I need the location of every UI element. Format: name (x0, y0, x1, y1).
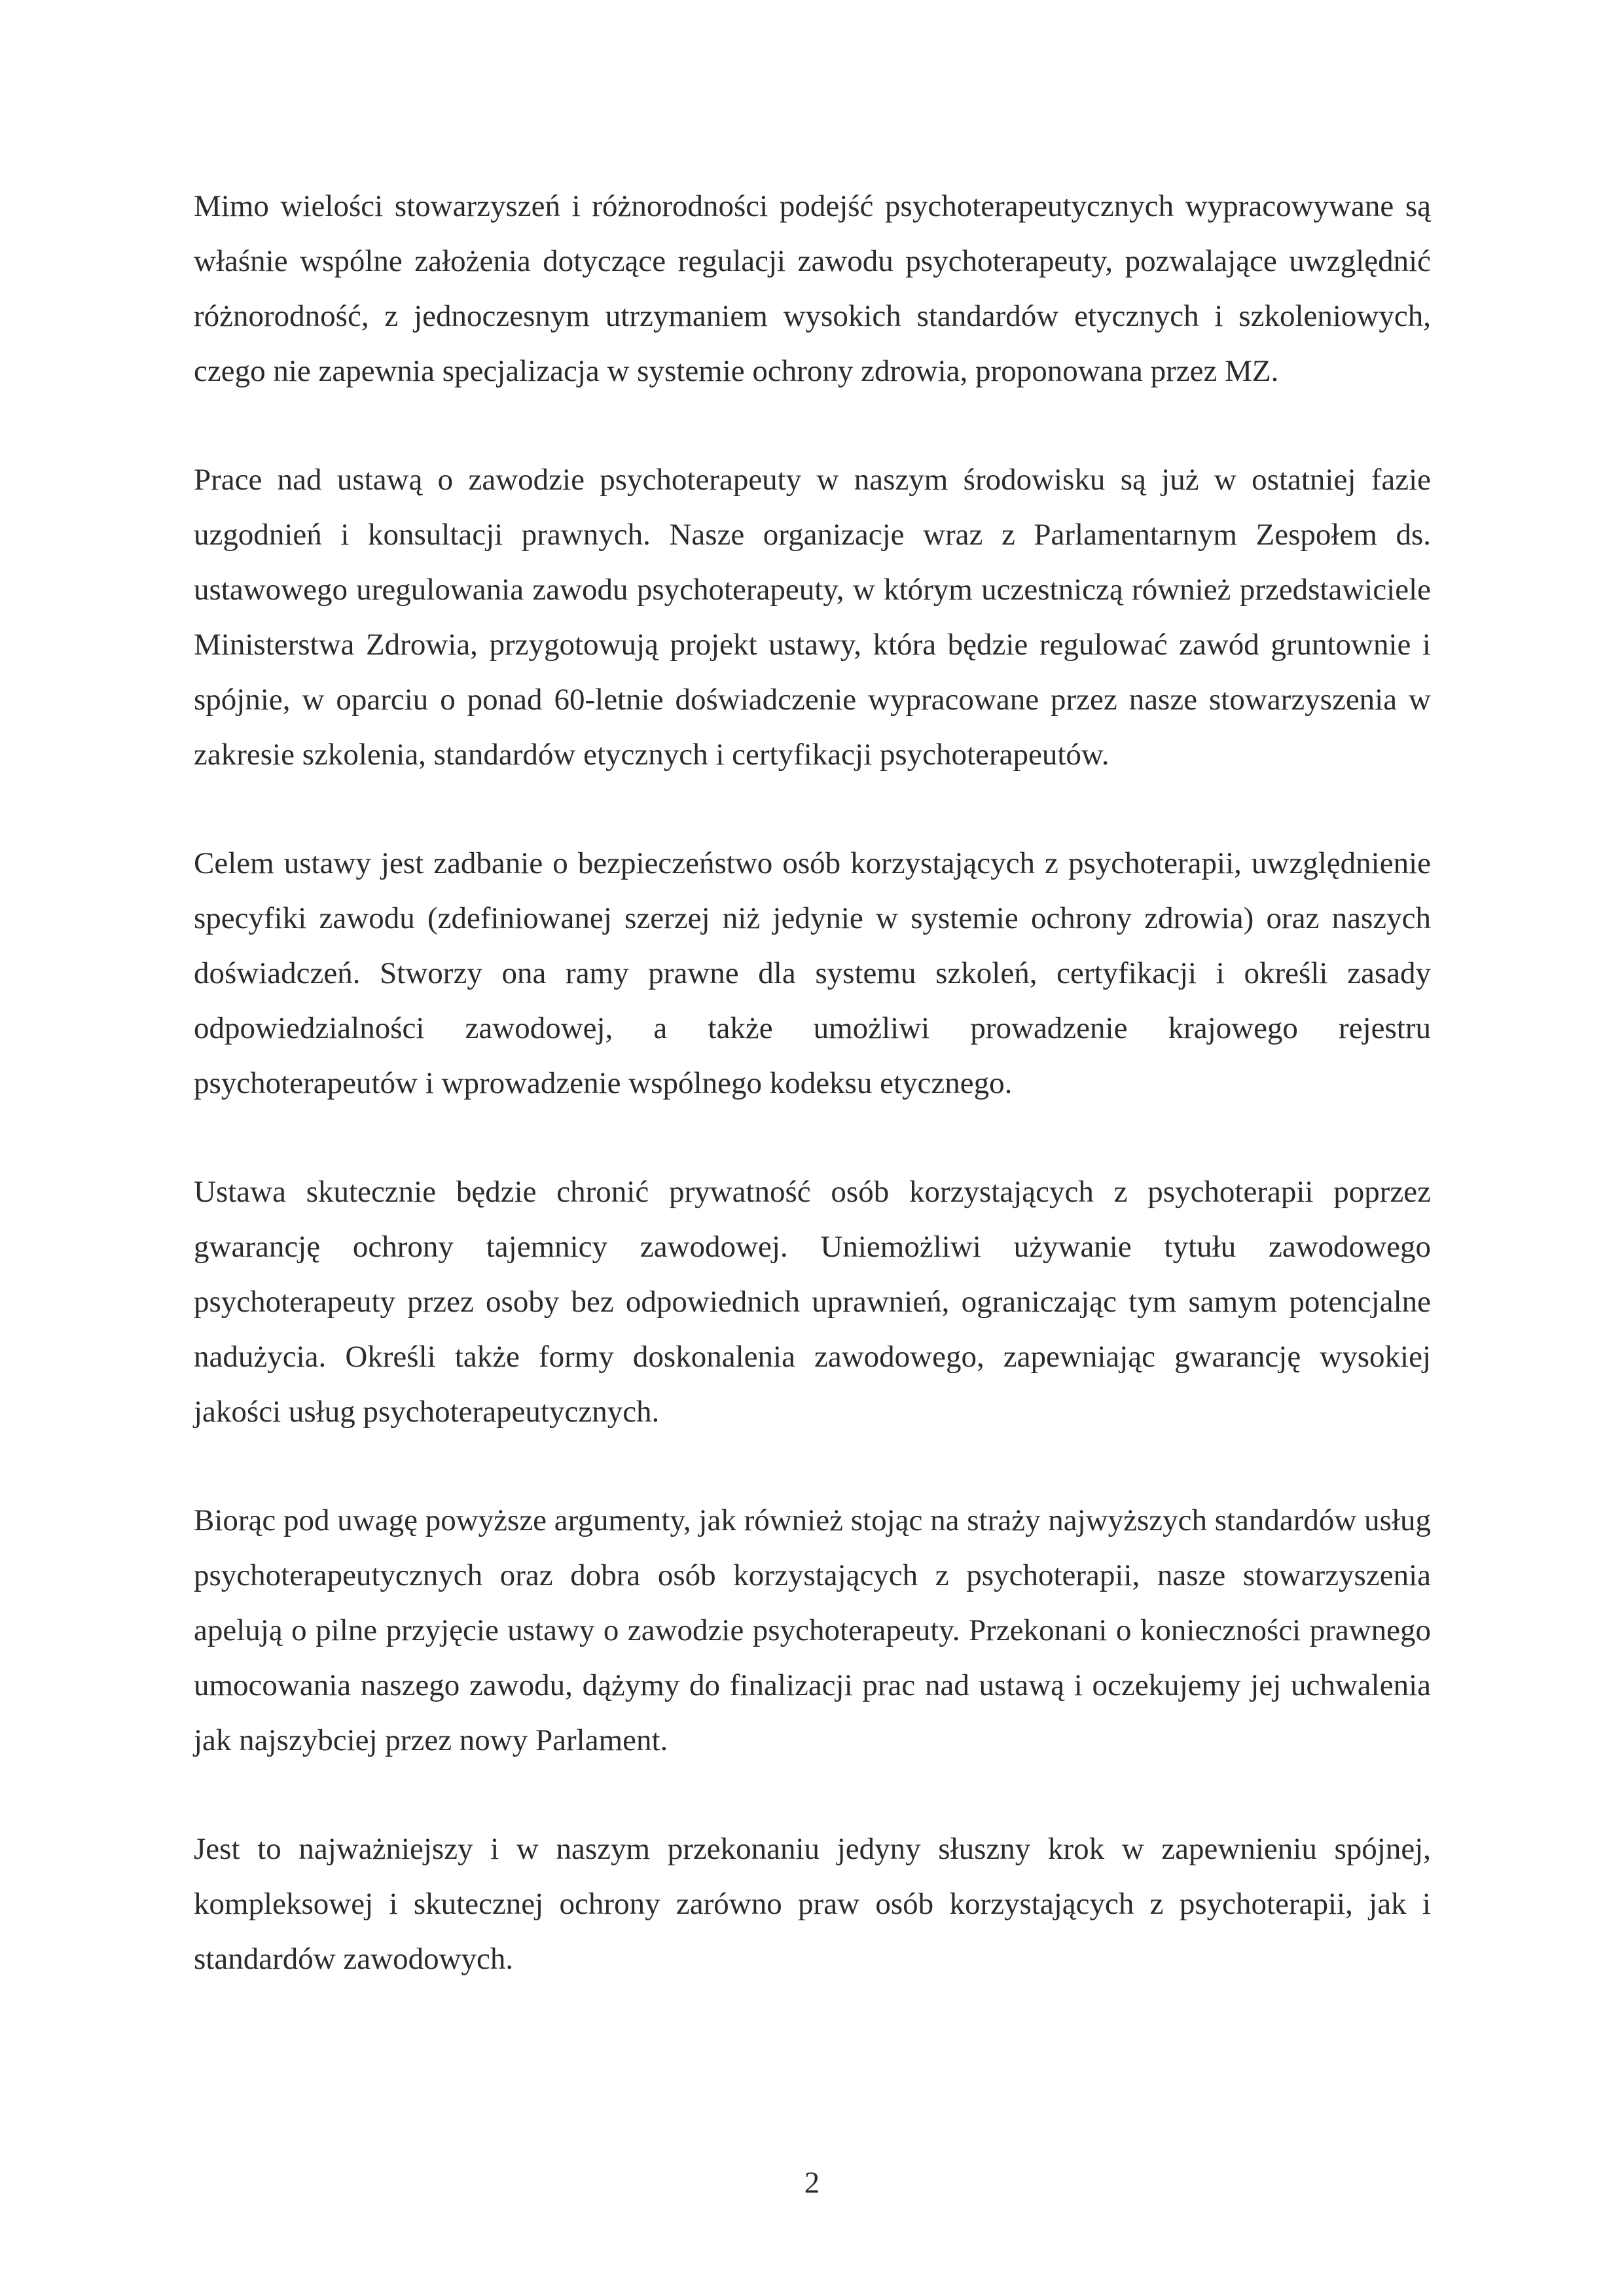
paragraph-5: Biorąc pod uwagę powyższe argumenty, jak również stojąc na straży najwyższych standardów usług psychoterapeutycznych oraz dobra osób korzystających z psychoterapii, nasze stowarzyszenia apelują o pilne przyjęcie ustawy o zawodzie psychoterapeuty. Przekonani o konieczności prawnego umocowania naszego zawodu, dążymy do finalizacji prac nad ustawą i oczekujemy jej uchwalenia jak najszybciej przez nowy Parlament. (194, 1503, 1431, 1757)
paragraph-1: Mimo wielości stowarzyszeń i różnorodności podejść psychoterapeutycznych wypracowywane są właśnie wspólne założenia dotyczące regulacji zawodu psychoterapeuty, pozwalające uwzględnić różnorodność, z jednoczesnym utrzymaniem wysokich standardów etycznych i szkoleniowych, czego nie zapewnia specjalizacja w systemie ochrony zdrowia, proponowana przez MZ. (194, 189, 1431, 388)
paragraph-2: Prace nad ustawą o zawodzie psychoterapeuty w naszym środowisku są już w ostatniej fazie uzgodnień i konsultacji prawnych. Nasze organizacje wraz z Parlamentarnym Zespołem ds. ustawowego uregulowania zawodu psychoterapeuty, w którym uczestniczą również przedstawiciele Ministerstwa Zdrowia, przygotowują projekt ustawy, która będzie regulować zawód gruntownie i spójnie, w oparciu o ponad 60-letnie doświadczenie wypracowane przez nasze stowarzyszenia w zakresie szkolenia, standardów etycznych i certyfikacji psychoterapeutów. (194, 463, 1431, 772)
page-number: 2 (804, 2166, 820, 2200)
paragraph-3: Celem ustawy jest zadbanie o bezpieczeństwo osób korzystających z psychoterapii, uwzględnienie specyfiki zawodu (zdefiniowanej szerzej niż jedynie w systemie ochrony zdrowia) oraz naszych doświadczeń. Stworzy ona ramy prawne dla systemu szkoleń, certyfikacji i określi zasady odpowiedzialności zawodowej, a także umożliwi prowadzenie krajowego rejestru psychoterapeutów i wprowadzenie wspólnego kodeksu etycznego. (194, 846, 1431, 1100)
paragraph-4: Ustawa skutecznie będzie chronić prywatność osób korzystających z psychoterapii poprzez gwarancję ochrony tajemnicy zawodowej. Uniemożliwi używanie tytułu zawodowego psychoterapeuty przez osoby bez odpowiednich uprawnień, ograniczając tym samym potencjalne nadużycia. Określi także formy doskonalenia zawodowego, zapewniając gwarancję wysokiej jakości usług psychoterapeutycznych. (194, 1175, 1431, 1429)
document-body (194, 179, 1431, 1986)
paragraph-6: Jest to najważniejszy i w naszym przekonaniu jedyny słuszny krok w zapewnieniu spójnej, kompleksowej i skutecznej ochrony zarówno praw osób korzystających z psychoterapii, jak i standardów zawodowych. (194, 1832, 1431, 1976)
